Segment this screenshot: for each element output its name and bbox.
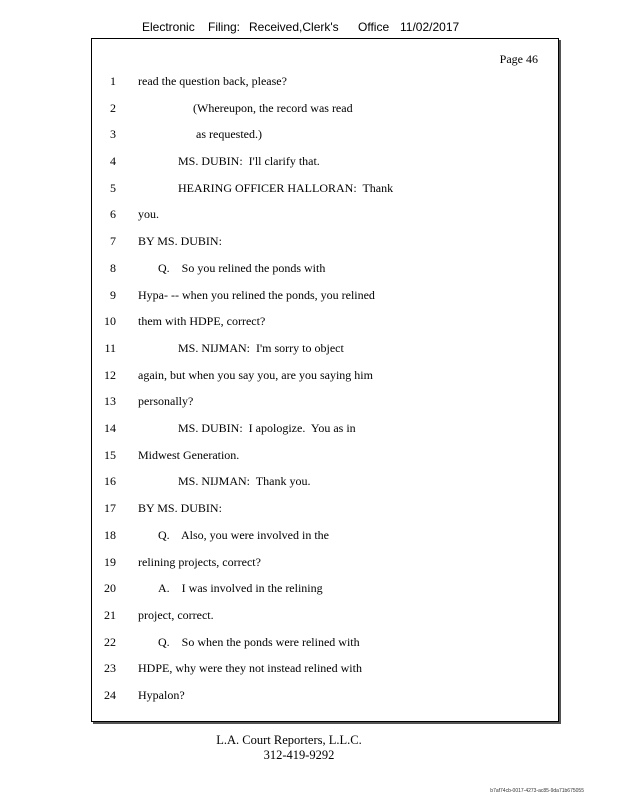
- line-number: 5: [110, 181, 116, 195]
- line-number: 23: [104, 661, 116, 675]
- line-text: (Whereupon, the record was read: [193, 101, 353, 115]
- line-text: MS. DUBIN: I apologize. You as in: [178, 421, 356, 435]
- line-number: 12: [104, 368, 116, 382]
- line-number: 13: [104, 394, 116, 408]
- line-text: them with HDPE, correct?: [138, 314, 266, 328]
- header-office: Office: [358, 20, 390, 34]
- transcript-line: [92, 418, 558, 438]
- transcript-line: [92, 552, 558, 572]
- line-number: 2: [110, 101, 116, 115]
- page-number: Page 46: [499, 52, 538, 66]
- line-number: 11: [104, 341, 116, 355]
- line-number: 9: [110, 288, 116, 302]
- line-number: 14: [104, 421, 116, 435]
- line-number: 22: [104, 635, 116, 649]
- transcript-line: [92, 204, 558, 224]
- header-received: Received,Clerk's: [249, 20, 339, 34]
- line-number: 19: [104, 555, 116, 569]
- transcript-line: [92, 658, 558, 678]
- transcript-line: [92, 445, 558, 465]
- line-number: 4: [110, 154, 116, 168]
- header-date: 11/02/2017: [400, 20, 460, 34]
- document-hash: b7af74cb-0017-4273-ac85-9da71b675055: [490, 788, 584, 794]
- line-text: Q. So you relined the ponds with: [158, 261, 326, 275]
- line-text: you.: [138, 207, 159, 221]
- line-text: read the question back, please?: [138, 74, 287, 88]
- transcript-line: [92, 498, 558, 518]
- transcript-line: [92, 365, 558, 385]
- line-text: MS. DUBIN: I'll clarify that.: [178, 154, 320, 168]
- transcript-line: [92, 578, 558, 598]
- transcript-line: [92, 685, 558, 705]
- line-text: relining projects, correct?: [138, 555, 261, 569]
- line-number: 1: [110, 74, 116, 88]
- transcript-line: [92, 338, 558, 358]
- line-text: MS. NIJMAN: I'm sorry to object: [178, 341, 344, 355]
- line-text: as requested.): [196, 127, 262, 141]
- line-text: MS. NIJMAN: Thank you.: [178, 474, 311, 488]
- transcript-line: [92, 285, 558, 305]
- transcript-line: [92, 311, 558, 331]
- transcript-page: [91, 38, 559, 722]
- line-text: Hypa- -- when you relined the ponds, you relined: [138, 288, 375, 302]
- line-number: 10: [104, 314, 116, 328]
- transcript-line: [92, 391, 558, 411]
- line-text: Hypalon?: [138, 688, 185, 702]
- line-number: 15: [104, 448, 116, 462]
- line-text: Midwest Generation.: [138, 448, 240, 462]
- transcript-line: [92, 71, 558, 91]
- line-number: 16: [104, 474, 116, 488]
- header-filing: Filing:: [208, 20, 241, 34]
- line-number: 8: [110, 261, 116, 275]
- line-number: 3: [110, 127, 116, 141]
- line-number: 18: [104, 528, 116, 542]
- line-text: again, but when you say you, are you saying him: [138, 368, 373, 382]
- transcript-line: [92, 525, 558, 545]
- footer-phone: 312-419-9292: [263, 748, 335, 762]
- line-text: personally?: [138, 394, 194, 408]
- line-number: 17: [104, 501, 116, 515]
- line-text: BY MS. DUBIN:: [138, 501, 222, 515]
- filing-header: [0, 20, 618, 38]
- line-number: 20: [104, 581, 116, 595]
- transcript-line: [92, 178, 558, 198]
- transcript-line: [92, 151, 558, 171]
- line-number: 24: [104, 688, 116, 702]
- transcript-line: [92, 98, 558, 118]
- line-number: 7: [110, 234, 116, 248]
- line-text: HDPE, why were they not instead relined with: [138, 661, 362, 675]
- line-number: 6: [110, 207, 116, 221]
- transcript-line: [92, 258, 558, 278]
- line-text: A. I was involved in the relining: [158, 581, 323, 595]
- line-text: Q. Also, you were involved in the: [158, 528, 329, 542]
- transcript-line: [92, 605, 558, 625]
- header-electronic: Electronic: [142, 20, 195, 34]
- footer-company: L.A. Court Reporters, L.L.C.: [216, 733, 362, 747]
- transcript-line: [92, 124, 558, 144]
- line-number: 21: [104, 608, 116, 622]
- line-text: HEARING OFFICER HALLORAN: Thank: [178, 181, 394, 195]
- line-text: BY MS. DUBIN:: [138, 234, 222, 248]
- line-text: Q. So when the ponds were relined with: [158, 635, 360, 649]
- transcript-line: [92, 231, 558, 251]
- transcript-line: [92, 471, 558, 491]
- transcript-line: [92, 632, 558, 652]
- line-text: project, correct.: [138, 608, 214, 622]
